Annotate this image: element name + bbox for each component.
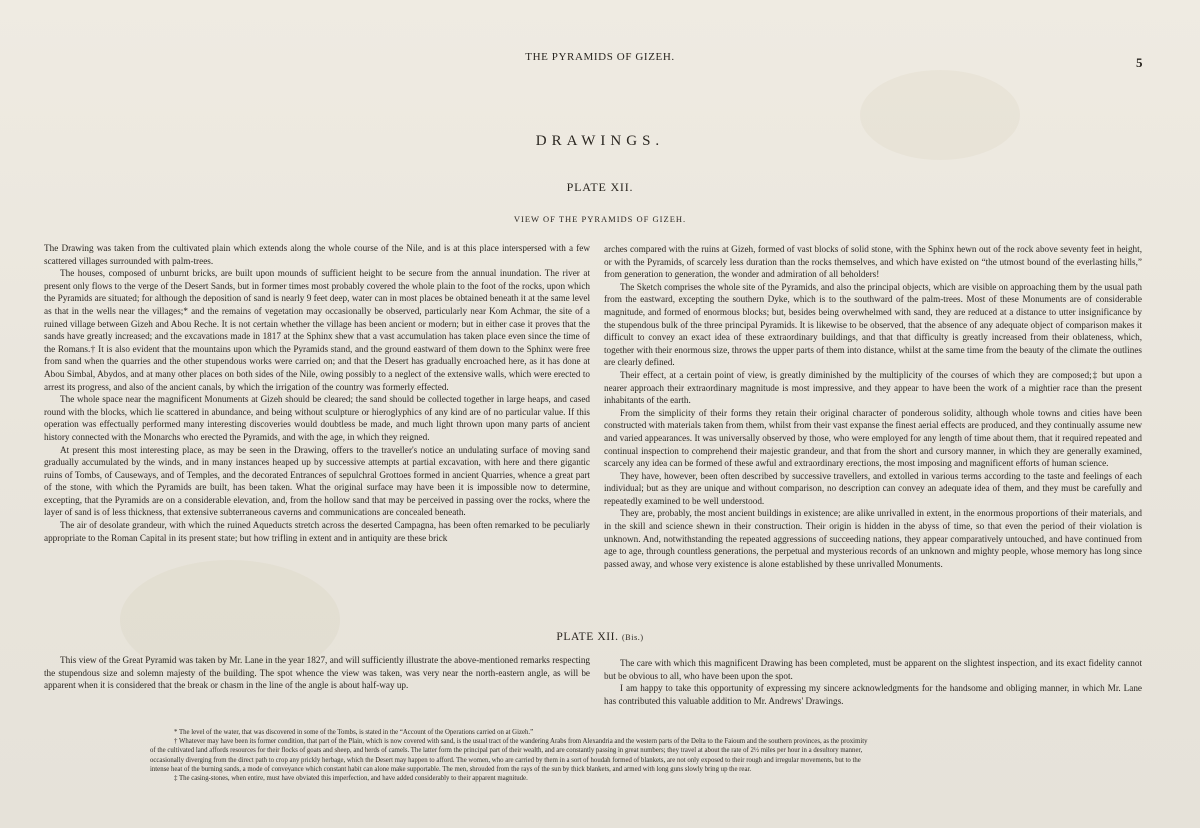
paragraph: The air of desolate grandeur, with which the ruined Aqueducts stretch across the deserted Campagna, has been often remarked to be peculiarly appropriate to the Roman Capital in its present state; but how trifling in extent and in antiquity are these brick bbox=[44, 520, 590, 543]
right-column bbox=[604, 243, 1142, 570]
paragraph: From the simplicity of their forms they retain their original character of ponderous solidity, although whole towns and cities have been constructed with materials taken from them, whilst from their vast expanse the finest aerial effects are produced, and they continually assume new and varied appearances. It was universally observed by those, who were employed for any length of time about them, that it required repeated and continual inspection to comprehend their majestic grandeur, and that from the short and cursory manner, in which they are generally examined, scarcely any idea can be formed of these awful and extraordinary erections, the most imposing and magnificent efforts of human science. bbox=[604, 407, 1142, 469]
plate-title: PLATE XII. bbox=[566, 180, 634, 194]
plate-bis-right-column bbox=[604, 657, 1142, 707]
paragraph: They are, probably, the most ancient buildings in existence; are alike unrivalled in extent, in the enormous proportions of their materials, and in the skill and science shewn in their construction. Their origin is hidden in the abyss of time, so that even the period of their violation is unknown. And, notwithstanding the repeated aggressions of succeeding nations, they appear comparatively untouched, and have continued from age to age, through countless generations, the perpetual and mysterious records of an unknown and mighty people, whose memory has long since passed away, and whose very existence is alone established by these unrivalled Monuments. bbox=[604, 508, 1142, 569]
paragraph: The Sketch comprises the whole site of the Pyramids, and also the principal objects, which are visible on approaching them by the usual path from the eastward, excepting the southern Dyke, which is to the southward of the palm-trees. Most of these Monuments are of considerable magnitude, and formed of enormous blocks; but, besides being overwhelmed with sand, they are reduced at a distance to utter insignificance by the stupendous bulk of the three principal Pyramids. It is likewise to be observed, that the absence of any adequate object of comparison makes it difficult to convey an exact idea of these extraordinary buildings, and that that difficulty is greatly increased from their oblateness, which, together with their enormous size, throws the upper parts of them into distance, whilst at the same time from the beauty of the climate the outlines are clearly defined. bbox=[604, 281, 1142, 368]
paragraph: The whole space near the magnificent Monuments at Gizeh should be cleared; the sand should be collected together in large heaps, and cased round with the blocks, which lie scattered in abundance, and being without sculpture or hieroglyphics of any kind are of no particular value. If this operation was effectually performed many interesting discoveries would doubtless be made, and much light thrown upon many parts of ancient history connected with the Monarchs who erected the Pyramids, and with the age, in which they reigned. bbox=[44, 394, 590, 442]
footnote: ‡ The casing-stones, when entire, must have obviated this imperfection, and have added considerably to their apparent magnitude. bbox=[174, 775, 528, 783]
paragraph: The care with which this magnificent Drawing has been completed, must be apparent on the slightest inspection, and its exact fidelity cannot but be obvious to all, who have been upon the spot. bbox=[604, 658, 1142, 681]
footnote: † Whatever may have been its former condition, that part of the Plain, which is now covered with sand, is the usual tract of the wandering Arabs from Alexandria and the western parts of the Delta to the Faioum and the southern provinces, as the proximity bbox=[174, 738, 868, 746]
section-title: DRAWINGS. bbox=[535, 133, 665, 149]
footnote-continued: occasionally diverging from the direct path to crop any prickly herbage, which the Desert may happen to afford. The women, who are carried by them in a sort of houdah formed of blankets, are not only exposed to their rough and irregular movements, but to the bbox=[150, 756, 861, 764]
paragraph: arches compared with the ruins at Gizeh, formed of vast blocks of solid stone, with the Sphinx hewn out of the rock above seventy feet in height, or with the Pyramids, of scarcely less duration than the rocks themselves, and which have existed on “the utmost bound of the everlasting hills,” from generation to generation, the wonder and admiration of all beholders! bbox=[604, 244, 1142, 280]
paragraph: They have, however, been often described by successive travellers, and extolled in various terms according to the taste and feelings of each individual; but as they are unique and without comparison, no description can convey an adequate idea of them, and they must be carefully and repeatedly examined to be well understood. bbox=[604, 470, 1142, 506]
footnote-continued: intense heat of the burning sands, a mode of conveyance which constant habit can alone make supportable. The men, shrouded from the rays of the sun by thick blankets, and armed with long guns slowly bring up the rear. bbox=[150, 765, 752, 773]
footnotes bbox=[150, 728, 1050, 783]
plate-bis-label: PLATE XII. bbox=[556, 631, 619, 643]
paragraph: At present this most interesting place, as may be seen in the Drawing, offers to the traveller's notice an undulating surface of moving sand gradually accumulated by the winds, and in many instances heaped up by successive attempts at partial excavation, with here and there gigantic ruins of Tombs, of Causeways, and of Temples, and the decorated Entrances of sepulchral Grottoes formed in ancient Quarries, whence a great part of the stone, with which the Pyramids are built, has been taken. What the original surface may have been it is impossible now to determine, excepting, that the Pyramids are on a considerable elevation, and, from the hollow sand that may be perceived in passing over the rocks, where the layer of sand is of less thickness, that extensive subterraneous caverns and communications are concealed beneath. bbox=[44, 444, 590, 518]
plate-subtitle: VIEW OF THE PYRAMIDS OF GIZEH. bbox=[513, 214, 687, 224]
plate-bis-suffix: (Bis.) bbox=[622, 633, 644, 642]
paragraph: The houses, composed of unburnt bricks, are built upon mounds of sufficient height to be secure from the annual inundation. The river at present only flows to the verge of the Desert Sands, but in former times most probably covered the whole plain to the foot of the rocks, upon which the Pyramids are situated; for although the deposition of sand is nearly 9 feet deep, water can in most places be obtained beneath it at the same level as that in the wells near the villages;* and the remains of vegetation may occasionally be observed, particularly near Kom Achmar, the site of a ruined village between Gizeh and Abou Reche. It is not certain whether the village has been ancient or modern; but in either case it proves that the sands have greatly increased; and the excavations made in 1817 at the Sphinx shew that a vast accumulation has taken place even since the time of the Romans.† It is also evident that the mountains upon which the Pyramids stand, and the ground eastward of them down to the Sphinx were free from sand when the quarries and the other stupendous works were carried on; and that the Desert has gradually encroached here, as it has done at Abou Simbal, Abydos, and at many other places on both sides of the Nile, owing possibly to a neglect of the extensive walls, which were erected to arrest its progress, and also of the ancient canals, by which the irrigation of the country was formerly effected. bbox=[44, 268, 590, 392]
plate-bis-title bbox=[0, 631, 1200, 643]
plate-bis-left-column bbox=[44, 654, 590, 692]
left-column bbox=[44, 242, 590, 544]
paragraph: The Drawing was taken from the cultivated plain which extends along the whole course of the Nile, and is at this place interspersed with a few scattered villages surrounded with palm-trees. bbox=[44, 243, 590, 266]
page-number: 5 bbox=[1136, 55, 1143, 70]
paragraph: Their effect, at a certain point of view, is greatly diminished by the multiplicity of the courses of which they are composed;‡ but upon a nearer approach their extraordinary magnitude is most impressive, and they appear to have been the work of a mightier race than the present inhabitants of the earth. bbox=[604, 369, 1142, 406]
paragraph: This view of the Great Pyramid was taken by Mr. Lane in the year 1827, and will sufficiently illustrate the above-mentioned remarks respecting the stupendous size and solemn majesty of the building. The spot whence the view was taken, was very near the north-eastern angle, as will be apparent when it is considered that the break or chasm in the line of the angle is about half-way up. bbox=[44, 655, 590, 691]
paragraph: I am happy to take this opportunity of expressing my sincere acknowledgments for the handsome and obliging manner, in which Mr. Lane has contributed this valuable addition to Mr. Andrews' Drawings. bbox=[604, 683, 1142, 706]
footnote: * The level of the water, that was discovered in some of the Tombs, is stated in the “Account of the Operations carried on at Gizeh.” bbox=[174, 729, 534, 736]
footnote-continued: of the cultivated land affords resources for their flocks of goats and sheep, and herds of camels. The latter form the principal part of their wealth, and are constantly passing in great numbers; they travel at about the rate of 2½ miles per hour in a desultory manner, bbox=[150, 747, 863, 755]
running-head: THE PYRAMIDS OF GIZEH. bbox=[525, 51, 675, 63]
